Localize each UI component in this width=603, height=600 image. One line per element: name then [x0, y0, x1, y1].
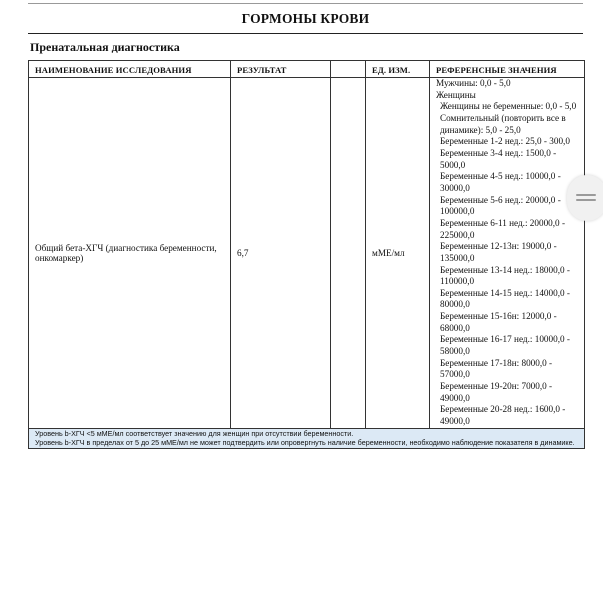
- reference-line: Беременные 14-15 нед.: 14000,0 - 80000,0: [440, 287, 570, 310]
- note-cell: [29, 428, 585, 448]
- reference-values: [430, 78, 585, 429]
- reference-line: Мужчины: 0,0 - 5,0: [436, 78, 511, 88]
- note-line: Уровень b-ХГЧ <5 мМЕ/мл соответствует значению для женщин при отсутствии беременности.: [35, 428, 354, 438]
- reference-line: Беременные 5-6 нед.: 20000,0 - 100000,0: [440, 194, 561, 217]
- scroll-handle[interactable]: [567, 175, 603, 221]
- header-reference: РЕФЕРЕНСНЫЕ ЗНАЧЕНИЯ: [430, 61, 585, 78]
- test-result: 6,7: [231, 78, 331, 429]
- reference-line: Беременные 1-2 нед.: 25,0 - 300,0: [440, 136, 570, 147]
- header-unit: ЕД. ИЗМ.: [366, 61, 430, 78]
- header-result: РЕЗУЛЬТАТ: [231, 61, 331, 78]
- reference-line: Беременные 19-20н: 7000,0 - 49000,0: [440, 381, 553, 403]
- reference-line: Беременные 12-13н: 19000,0 - 135000,0: [440, 241, 557, 263]
- header-name: НАИМЕНОВАНИЕ ИССЛЕДОВАНИЯ: [29, 61, 231, 78]
- header-flag: [331, 61, 366, 78]
- page-title: ГОРМОНЫ КРОВИ: [241, 11, 370, 26]
- reference-line: Беременные 4-5 нед.: 10000,0 - 30000,0: [440, 171, 561, 193]
- handle-grip-icon: [576, 199, 596, 201]
- reference-line: Беременные 13-14 нед.: 18000,0 - 110000,0: [440, 264, 570, 287]
- top-rule: [28, 3, 583, 4]
- reference-line: Женщины: [436, 89, 476, 100]
- reference-line: Беременные 20-28 нед.: 1600,0 - 49000,0: [440, 404, 566, 427]
- title-rule: [28, 33, 583, 34]
- test-name: Общий бета-ХГЧ (диагностика беременности, онкомаркер): [29, 78, 231, 429]
- reference-line: Беременные 3-4 нед.: 1500,0 - 5000,0: [440, 147, 557, 170]
- reference-line: Сомнительный (повторить все в динамике): 5,0 - 25,0: [440, 112, 566, 135]
- table-row: [29, 78, 585, 429]
- results-table: [28, 60, 585, 449]
- table-header-row: [29, 61, 585, 78]
- reference-line: Беременные 6-11 нед.: 20000,0 - 225000,0: [440, 217, 566, 240]
- test-unit: мМЕ/мл: [366, 78, 430, 429]
- note-line: Уровень b-ХГЧ в пределах от 5 до 25 мМЕ/мл не может подтвердить или опровергнуть наличие беременности, необходимо наблюдение показателя в динамике.: [35, 438, 575, 448]
- reference-line: Беременные 16-17 нед.: 10000,0 - 58000,0: [440, 334, 570, 357]
- reference-line: Беременные 15-16н: 12000,0 - 68000,0: [440, 311, 557, 333]
- section-title: Пренатальная диагностика: [30, 40, 180, 54]
- handle-grip-icon: [576, 194, 596, 196]
- reference-line: Женщины не беременные: 0,0 - 5,0: [440, 101, 577, 112]
- note-row: [29, 428, 585, 448]
- test-flag: [331, 78, 366, 429]
- reference-line: Беременные 17-18н: 8000,0 - 57000,0: [440, 357, 553, 380]
